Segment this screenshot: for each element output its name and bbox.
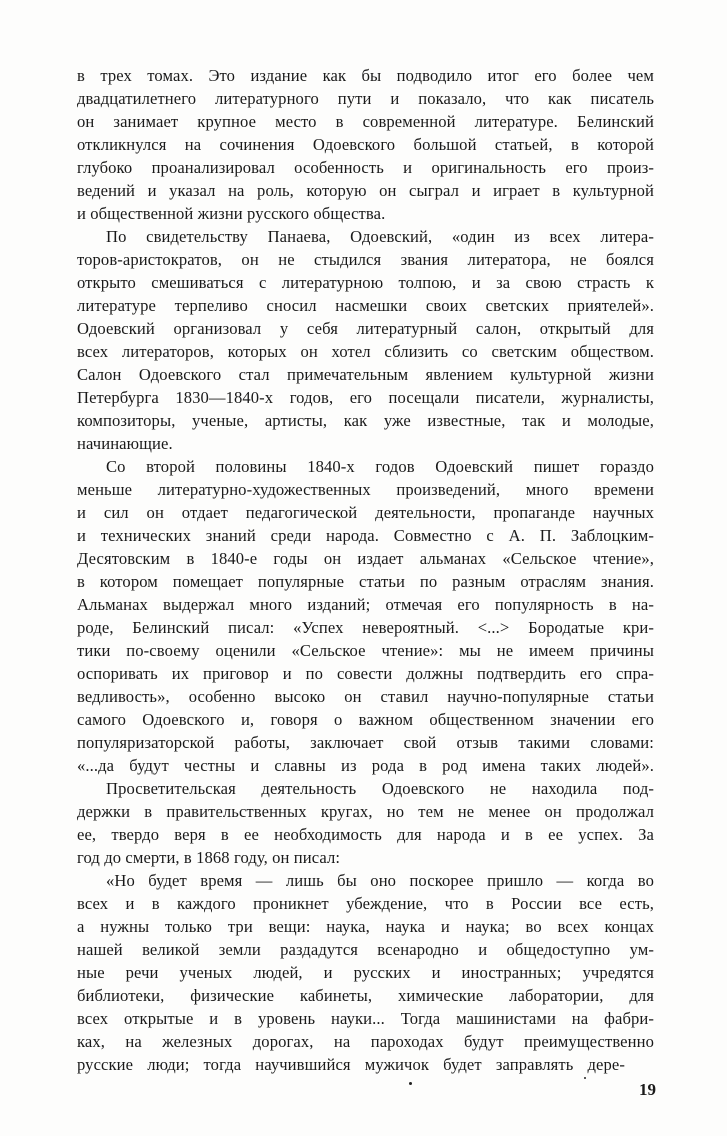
text-line: торов-аристократов, он не стыдился звания литератора, не боялся (77, 250, 654, 269)
text-line: популяризаторской работы, заключает свой отзыв такими словами: (77, 733, 654, 752)
text-line: и технических знаний среди народа. Совместно с А. П. Заблоцким- (77, 526, 654, 545)
text-line: год до смерти, в 1868 году, он писал: (77, 848, 341, 867)
print-speck (409, 1082, 412, 1085)
text-line: самого Одоевского и, говоря о важном общественном значении его (77, 710, 654, 729)
quote-line: а нужны только три вещи: наука, наука и наука; во всех концах (77, 917, 654, 936)
quote-line: библиотеки, физические кабинеты, химические лаборатории, для (77, 986, 654, 1005)
text-line: литературе терпеливо сносил насмешки своих светских приятелей». (77, 296, 654, 315)
text-line: оспоривать их приговор и по совести должны подтвердить его спра- (77, 664, 654, 683)
text-line: в котором помещает популярные статьи по разным отраслям знания. (77, 572, 654, 591)
print-speck (584, 1077, 586, 1079)
quote-line: всех открытые и в уровень науки... Тогда машинистами на фабри- (77, 1009, 654, 1028)
text-line: меньше литературно-художественных произведений, много времени (77, 480, 654, 499)
text-line: открыто смешиваться с литературною толпою, и за свою страсть к (77, 273, 654, 292)
text-line: в трех томах. Это издание как бы подводило итог его более чем (77, 66, 654, 85)
quote-line: русские люди; тогда научившийся мужичок будет заправлять дере- (77, 1055, 625, 1074)
text-line: «...да будут честны и славны из рода в род имена таких людей». (77, 756, 654, 775)
quote-line: всех и в каждого проникнет убеждение, что в России все есть, (77, 894, 654, 913)
quote-line: нашей великой земли раздадутся всенародно и общедоступно ум- (77, 940, 654, 959)
text-line: он занимает крупное место в современной литературе. Белинский (77, 112, 654, 131)
paragraph-first-line: По свидетельству Панаева, Одоевский, «один из всех литера- (106, 227, 654, 246)
text-line: Петербурга 1830—1840-х годов, его посещали писатели, журналисты, (77, 388, 654, 407)
paragraph-first-line: Со второй половины 1840-х годов Одоевский пишет гораздо (106, 457, 654, 476)
text-line: ведливость», особенно высоко он ставил научно-популярные статьи (77, 687, 654, 706)
quote-line: ные речи ученых людей, и русских и иностранных; учредятся (77, 963, 654, 982)
text-line: и сил он отдает педагогической деятельности, пропаганде научных (77, 503, 654, 522)
text-line: откликнулся на сочинения Одоевского большой статьей, в которой (77, 135, 654, 154)
text-line: тики по-своему оценили «Сельское чтение»: мы не имеем причины (77, 641, 654, 660)
text-line: Альманах выдержал много изданий; отмечая его популярность в на- (77, 595, 654, 614)
quote-line: ках, на железных дорогах, на пароходах будут преимущественно (77, 1032, 654, 1051)
paragraph-first-line: Просветительская деятельность Одоевского не находила под- (106, 779, 654, 798)
text-line: всех литераторов, которых он хотел сблизить со светским обществом. (77, 342, 654, 361)
text-line: двадцатилетнего литературного пути и показало, что как писатель (77, 89, 654, 108)
text-line: Одоевский организовал у себя литературный салон, открытый для (77, 319, 654, 338)
text-line: роде, Белинский писал: «Успех невероятный. <...> Бородатые кри- (77, 618, 654, 637)
text-line: композиторы, ученые, артисты, как уже известные, так и молодые, (77, 411, 654, 430)
text-line: ведений и указал на роль, которую он сыграл и играет в культурной (77, 181, 654, 200)
quote-first-line: «Но будет время — лишь бы оно поскорее пришло — когда во (106, 871, 654, 890)
text-line: ее, твердо веря в ее необходимость для народа и в ее успех. За (77, 825, 654, 844)
page-number: 19 (639, 1080, 656, 1099)
text-line: и общественной жизни русского общества. (77, 204, 386, 223)
text-line: Десятовским в 1840-е годы он издает альманах «Сельское чтение», (77, 549, 654, 568)
text-line: держки в правительственных кругах, но тем не менее он продолжал (77, 802, 654, 821)
text-line: начинающие. (77, 434, 173, 453)
text-line: глубоко проанализировал особенность и оригинальность его произ- (77, 158, 654, 177)
text-line: Салон Одоевского стал примечательным явлением культурной жизни (77, 365, 654, 384)
